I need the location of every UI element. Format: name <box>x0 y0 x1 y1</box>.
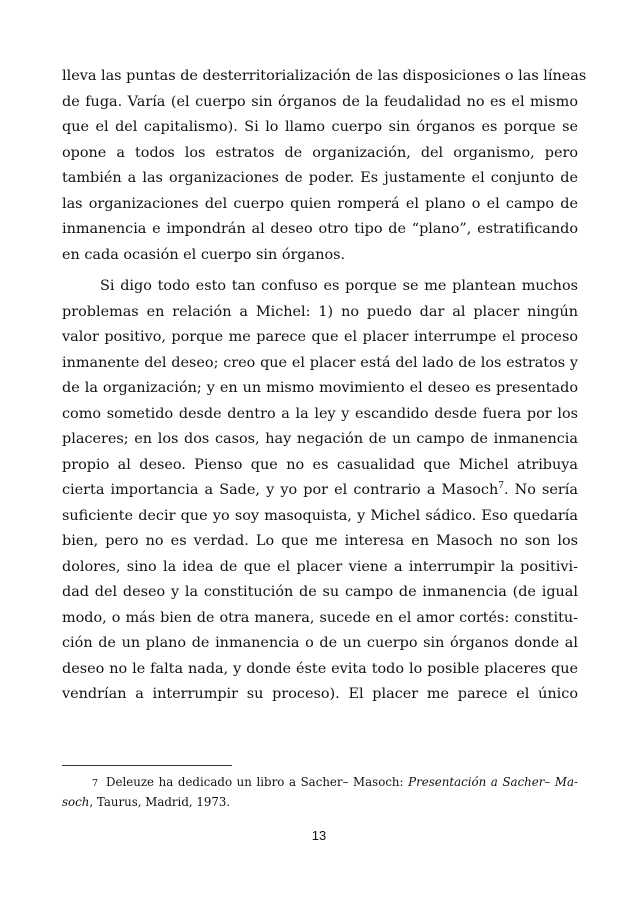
paragraph-2-line: valor positivo, porque me parece que el placer interrumpe el proceso <box>62 329 578 345</box>
paragraph-2-line: deseo no le falta nada, y donde éste evita todo lo posible placeres que <box>62 660 578 677</box>
paragraph-2-line: dolores, sino la idea de que el placer viene a interrumpir la positivi- <box>62 558 578 575</box>
paragraph-1-line: opone a todos los estratos de organización, del organismo, pero <box>62 144 578 161</box>
paragraph-1-line: también a las organizaciones de poder. Es justamente el conjunto de <box>62 170 578 186</box>
paragraph-1-line: de fuga. Varía (el cuerpo sin órganos de la feudalidad no es el mismo <box>62 93 578 110</box>
footnote-reference[interactable]: 7 <box>498 481 504 492</box>
paragraph-1 <box>62 64 587 268</box>
paragraph-2-line-with-footnote-ref <box>62 478 578 504</box>
footnote-text-end: , Taurus, Madrid, 1973. <box>89 795 231 809</box>
footnote-book-title-part1: Presentación a Sacher– Ma- <box>408 775 579 789</box>
paragraph-1-line: las organizaciones del cuerpo quien romperá el plano o el campo de <box>62 195 578 212</box>
page-number: 13 <box>311 828 327 843</box>
footnote-text-start: Deleuze ha dedicado un libro a Sacher– Masoch: <box>106 775 409 789</box>
paragraph-2-line: Si digo todo esto tan confuso es porque se me plantean muchos <box>100 278 578 294</box>
paragraph-2-line: vendrían a interrumpir su proceso). El placer me parece el único <box>62 686 578 702</box>
body-text <box>62 64 587 708</box>
ref-line-end: . No sería <box>503 482 578 498</box>
paragraph-2-line: dad del deseo y la constitución de su campo de inmanencia (de igual <box>62 584 578 600</box>
paragraph-1-line: lleva las puntas de desterritorialización de las disposiciones o las líneas <box>62 68 587 84</box>
footnote <box>62 772 578 812</box>
footnote-line-1 <box>62 772 578 792</box>
paragraph-2-line: propio al deseo. Pienso que no es casualidad que Michel atribuya <box>62 456 578 473</box>
paragraph-2-line: inmanente del deseo; creo que el placer está del lado de los estratos y <box>62 354 578 371</box>
footnote-number: 7 <box>92 778 99 789</box>
paragraph-2-line: bien, pero no es verdad. Lo que me interesa en Masoch no son los <box>62 533 578 549</box>
paragraph-2-line: modo, o más bien de otra manera, sucede en el amor cortés: constitu- <box>62 609 578 626</box>
paragraph-2-line: problemas en relación a Michel: 1) no puedo dar al placer ningún <box>62 303 578 320</box>
paragraph-1-line: que el del capitalismo). Si lo llamo cuerpo sin órganos es porque se <box>62 119 578 135</box>
paragraph-1-line: inmanencia e impondrán al deseo otro tipo de “plano”, estratificando <box>62 221 578 237</box>
paragraph-2 <box>62 274 578 708</box>
paragraph-1-line: en cada ocasión el cuerpo sin órganos. <box>62 246 346 263</box>
paragraph-2-line: de la organización; y en un mismo movimiento el deseo es presentado <box>62 380 578 396</box>
paragraph-2-lines-after-ref <box>62 504 578 708</box>
footnote-separator <box>62 765 232 766</box>
paragraph-2-line: como sometido desde dentro a la ley y escandido desde fuera por los <box>62 405 578 422</box>
footnote-line-2 <box>62 792 578 812</box>
paragraph-2-line: ción de un plano de inmanencia o de un cuerpo sin órganos donde al <box>62 635 578 651</box>
ref-line-start: cierta importancia a Sade, y yo por el contrario a Masoch <box>62 482 499 498</box>
paragraph-2-line: suficiente decir que yo soy masoquista, y Michel sádico. Eso quedaría <box>62 507 578 524</box>
paragraph-2-lines-before-ref <box>62 274 578 478</box>
footnote-book-title-part2: soch <box>62 795 90 809</box>
paragraph-2-line: placeres; en los dos casos, hay negación de un campo de inmanencia <box>62 431 578 447</box>
